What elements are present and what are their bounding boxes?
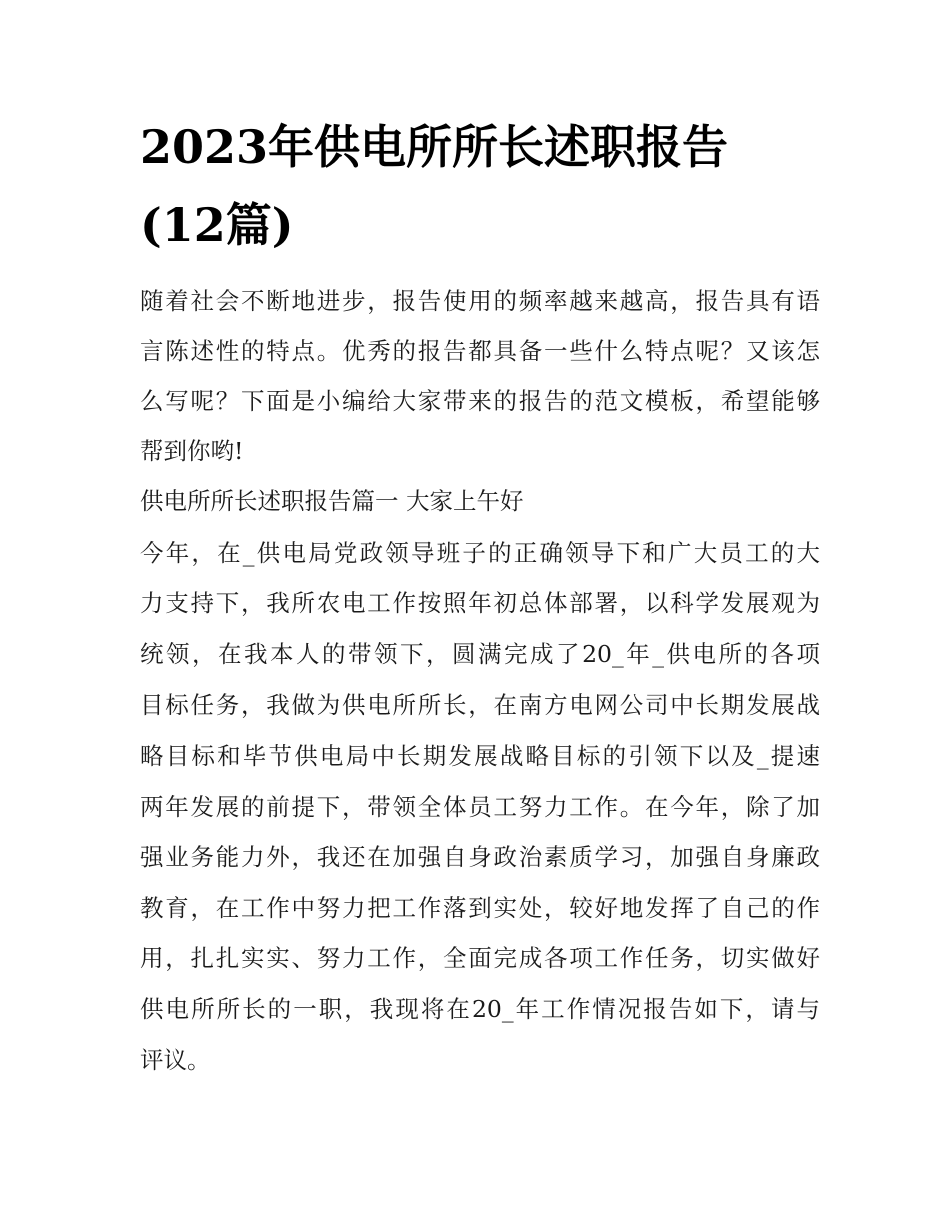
body-line: 强业务能力外，我还在加强自身政治素质学习，加强自身廉政: [140, 843, 820, 871]
intro-line: 帮到你哟!: [140, 437, 244, 465]
body-line: 两年发展的前提下，带领全体员工努力工作。在今年，除了加: [140, 793, 820, 821]
body-line: 用，扎扎实实、努力工作，全面完成各项工作任务，切实做好: [140, 944, 820, 972]
intro-line: 言陈述性的特点。优秀的报告都具备一些什么特点呢？又该怎: [140, 337, 820, 365]
document-title-line-1: 2023年供电所所长述职报告: [140, 120, 729, 174]
body-line: 评议。: [140, 1046, 211, 1074]
intro-line: 随着社会不断地进步，报告使用的频率越来越高，报告具有语: [140, 287, 820, 315]
section-heading: 供电所所长述职报告篇一 大家上午好: [140, 487, 524, 515]
body-line: 今年，在_供电局党政领导班子的正确领导下和广大员工的大: [140, 539, 820, 567]
body-line: 略目标和毕节供电局中长期发展战略目标的引领下以及_提速: [140, 742, 820, 770]
body-line: 统领，在我本人的带领下，圆满完成了20_年_供电所的各项: [140, 640, 820, 668]
intro-line: 么写呢？下面是小编给大家带来的报告的范文模板，希望能够: [140, 387, 820, 415]
body-line: 目标任务，我做为供电所所长，在南方电网公司中长期发展战: [140, 691, 820, 719]
document-title-line-2: (12篇): [140, 198, 294, 252]
body-line: 供电所所长的一职，我现将在20_年工作情况报告如下，请与: [140, 995, 820, 1023]
body-line: 教育，在工作中努力把工作落到实处，较好地发挥了自己的作: [140, 894, 820, 922]
body-line: 力支持下，我所农电工作按照年初总体部署，以科学发展观为: [140, 589, 820, 617]
